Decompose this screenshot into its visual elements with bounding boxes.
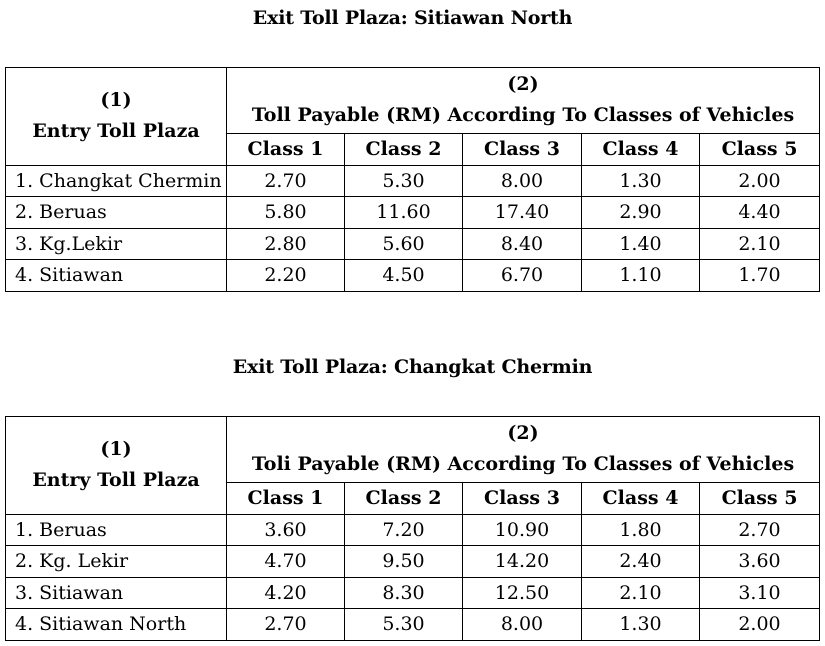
- class-header: Class 3: [463, 483, 582, 515]
- toll-cell: 2.00: [700, 165, 820, 197]
- table-title-sitiawan-north: Exit Toll Plaza: Sitiawan North: [252, 7, 573, 29]
- column-number: (1): [100, 437, 132, 460]
- toll-cell: 5.30: [345, 609, 463, 641]
- toll-cell: 3.60: [227, 514, 345, 546]
- toll-cell: 1.10: [582, 260, 700, 292]
- entry-plaza-cell: 3. Sitiawan: [6, 577, 227, 609]
- toll-cell: 5.80: [227, 197, 345, 229]
- toll-payable-header: [227, 68, 820, 134]
- toll-payable-header: [227, 417, 820, 483]
- class-header: Class 4: [582, 483, 700, 515]
- toll-cell: 7.20: [345, 514, 463, 546]
- column-label: Toli Payable (RM) According To Classes of Vehicles: [251, 453, 795, 475]
- toll-cell: 2.10: [582, 577, 700, 609]
- toll-cell: 17.40: [463, 197, 582, 229]
- entry-plaza-cell: 1. Changkat Chermin: [6, 165, 227, 197]
- header-row: [6, 68, 820, 134]
- header-row: [6, 417, 820, 483]
- toll-cell: 4.50: [345, 260, 463, 292]
- table-row: [6, 514, 820, 546]
- toll-cell: 2.90: [582, 197, 700, 229]
- toll-cell: 8.00: [463, 609, 582, 641]
- toll-cell: 5.60: [345, 228, 463, 260]
- toll-cell: 8.00: [463, 165, 582, 197]
- toll-cell: 10.90: [463, 514, 582, 546]
- toll-cell: 3.60: [700, 546, 820, 578]
- column-number: (1): [100, 88, 132, 111]
- toll-cell: 1.80: [582, 514, 700, 546]
- toll-cell: 9.50: [345, 546, 463, 578]
- column-label: Entry Toll Plaza: [32, 468, 200, 491]
- class-header: Class 3: [463, 134, 582, 166]
- toll-cell: 11.60: [345, 197, 463, 229]
- entry-plaza-cell: 4. Sitiawan: [6, 260, 227, 292]
- toll-cell: 4.40: [700, 197, 820, 229]
- toll-table-changkat-chermin: [5, 416, 820, 641]
- toll-cell: 12.50: [463, 577, 582, 609]
- toll-cell: 4.70: [227, 546, 345, 578]
- table-row: [6, 546, 820, 578]
- class-header: Class 2: [345, 483, 463, 515]
- toll-cell: 2.10: [700, 228, 820, 260]
- toll-cell: 4.20: [227, 577, 345, 609]
- toll-cell: 2.70: [227, 609, 345, 641]
- column-label: Entry Toll Plaza: [32, 119, 200, 142]
- toll-cell: 3.10: [700, 577, 820, 609]
- toll-cell: 2.00: [700, 609, 820, 641]
- table-row: [6, 165, 820, 197]
- toll-cell: 1.30: [582, 609, 700, 641]
- table-title-changkat-chermin: Exit Toll Plaza: Changkat Chermin: [232, 356, 593, 378]
- column-number: (2): [507, 73, 539, 95]
- toll-cell: 2.70: [700, 514, 820, 546]
- toll-cell: 1.70: [700, 260, 820, 292]
- table-row: [6, 577, 820, 609]
- entry-plaza-cell: 4. Sitiawan North: [6, 609, 227, 641]
- class-header: Class 1: [227, 134, 345, 166]
- entry-plaza-cell: 2. Kg. Lekir: [6, 546, 227, 578]
- toll-cell: 5.30: [345, 165, 463, 197]
- column-label: Toll Payable (RM) According To Classes of Vehicles: [251, 104, 795, 126]
- table-row: [6, 609, 820, 641]
- column-number: (2): [507, 422, 539, 444]
- toll-cell: 2.80: [227, 228, 345, 260]
- class-header: Class 5: [700, 134, 820, 166]
- toll-cell: 2.20: [227, 260, 345, 292]
- toll-cell: 14.20: [463, 546, 582, 578]
- toll-cell: 8.30: [345, 577, 463, 609]
- entry-plaza-header: [6, 417, 227, 515]
- entry-plaza-cell: 1. Beruas: [6, 514, 227, 546]
- class-header: Class 2: [345, 134, 463, 166]
- table-row: [6, 228, 820, 260]
- toll-table-sitiawan-north: [5, 67, 820, 292]
- table-row: [6, 197, 820, 229]
- toll-cell: 2.40: [582, 546, 700, 578]
- class-header: Class 1: [227, 483, 345, 515]
- class-header: Class 4: [582, 134, 700, 166]
- entry-plaza-cell: 3. Kg.Lekir: [6, 228, 227, 260]
- class-header: Class 5: [700, 483, 820, 515]
- toll-cell: 1.40: [582, 228, 700, 260]
- toll-cell: 8.40: [463, 228, 582, 260]
- entry-plaza-header: [6, 68, 227, 166]
- toll-cell: 6.70: [463, 260, 582, 292]
- table-row: [6, 260, 820, 292]
- entry-plaza-cell: 2. Beruas: [6, 197, 227, 229]
- toll-cell: 1.30: [582, 165, 700, 197]
- toll-cell: 2.70: [227, 165, 345, 197]
